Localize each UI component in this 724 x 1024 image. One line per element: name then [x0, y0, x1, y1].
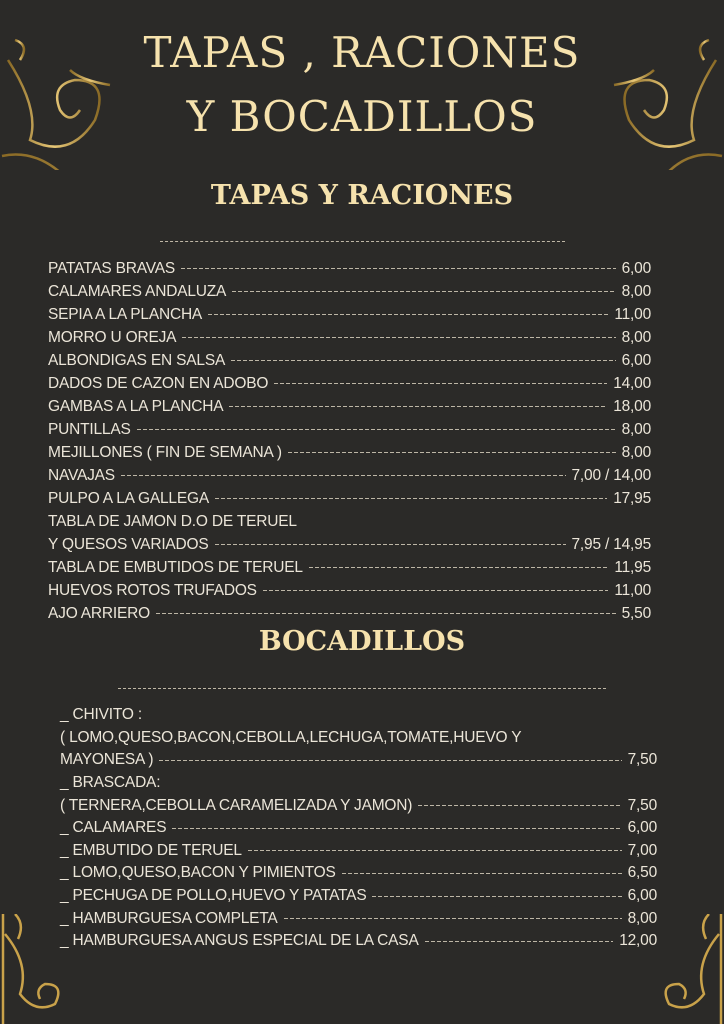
menu-item-price: 6,00: [627, 887, 657, 905]
menu-item-price: 11,00: [614, 305, 651, 323]
dotted-leader: [172, 828, 621, 829]
menu-item: [60, 840, 657, 863]
menu-item-name: ( LOMO,QUESO,BACON,CEBOLLA,LECHUGA,TOMATE,HUEVO Y: [60, 728, 522, 746]
dotted-leader: [263, 590, 609, 591]
menu-item-price: 7,50: [627, 796, 657, 814]
menu-item-name: MAYONESA ): [60, 751, 154, 769]
menu-item: [48, 556, 651, 579]
menu-item-name: PUNTILLAS: [48, 420, 131, 438]
menu-item-name: _ BRASCADA:: [60, 774, 161, 792]
menu-item-name: AJO ARRIERO: [48, 604, 151, 622]
dotted-leader: [215, 498, 607, 499]
menu-item-name: MORRO U OREJA: [48, 328, 177, 346]
menu-item-name: TABLA DE EMBUTIDOS DE TERUEL: [48, 558, 303, 576]
dotted-leader: [232, 291, 615, 292]
dotted-leader: [215, 544, 566, 545]
menu-item-price: 14,00: [613, 374, 651, 392]
dotted-leader: [231, 360, 616, 361]
menu-item: [48, 418, 651, 441]
menu-item: [60, 704, 657, 727]
menu-item: [48, 441, 651, 464]
menu-item: [48, 280, 651, 303]
menu-item: [48, 257, 651, 280]
menu-item-name: ALBONDIGAS EN SALSA: [48, 351, 226, 369]
menu-item-name: _ CHIVITO :: [60, 706, 142, 724]
section-heading-tapas: TAPAS Y RACIONES: [210, 180, 514, 211]
menu-item: [48, 602, 651, 625]
menu-item-name: GAMBAS A LA PLANCHA: [48, 397, 224, 415]
menu-item: [48, 372, 651, 395]
dotted-leader: [425, 941, 614, 942]
menu-item-price: 5,50: [621, 604, 651, 622]
menu-item: [60, 794, 657, 817]
dotted-leader: [156, 613, 616, 614]
menu-item-price: 7,00 / 14,00: [571, 466, 651, 484]
section-divider: [118, 688, 606, 689]
menu-item-name: ( TERNERA,CEBOLLA CARAMELIZADA Y JAMON): [60, 796, 413, 814]
menu-item: [48, 533, 651, 556]
menu-item: [60, 749, 657, 772]
menu-item-name: _ PECHUGA DE POLLO,HUEVO Y PATATAS: [60, 887, 367, 905]
dotted-leader: [284, 918, 622, 919]
menu-item: [48, 303, 651, 326]
dotted-leader: [159, 760, 621, 761]
menu-item-price: 7,50: [627, 751, 657, 769]
dotted-leader: [418, 805, 621, 806]
menu-item-price: 11,95: [614, 558, 651, 576]
menu-item-name: CALAMARES ANDALUZA: [48, 282, 227, 300]
dotted-leader: [137, 429, 616, 430]
section-divider: [160, 241, 565, 242]
dotted-leader: [181, 268, 616, 269]
menu-item-name: _ HAMBURGUESA ANGUS ESPECIAL DE LA CASA: [60, 932, 419, 950]
menu-item: [48, 349, 651, 372]
menu-item-name: DADOS DE CAZON EN ADOBO: [48, 374, 269, 392]
menu-item: [48, 510, 651, 533]
menu-item-name: _ HAMBURGUESA COMPLETA: [60, 909, 278, 927]
menu-item: [48, 579, 651, 602]
dotted-leader: [372, 896, 621, 897]
menu-item-price: 6,00: [621, 259, 651, 277]
tapas-list: [48, 257, 651, 625]
menu-item-name: _ CALAMARES: [60, 819, 167, 837]
menu-item: [48, 487, 651, 510]
menu-item-price: 6,50: [627, 864, 657, 882]
menu-item-price: 12,00: [619, 932, 657, 950]
menu-item: [48, 326, 651, 349]
menu-item-name: PULPO A LA GALLEGA: [48, 489, 209, 507]
menu-item: [60, 885, 657, 908]
menu-item-price: 8,00: [621, 420, 651, 438]
menu-item: [48, 464, 651, 487]
menu-item: [60, 817, 657, 840]
menu-item-price: 8,00: [621, 328, 651, 346]
menu-item-price: 7,00: [627, 841, 657, 859]
dotted-leader: [208, 314, 608, 315]
menu-item-price: 11,00: [614, 581, 651, 599]
menu-item-name: MEJILLONES ( FIN DE SEMANA ): [48, 443, 282, 461]
menu-item-price: 7,95 / 14,95: [571, 535, 651, 553]
menu-item: [60, 907, 657, 930]
menu-item-price: 8,00: [627, 909, 657, 927]
menu-item-name: Y QUESOS VARIADOS: [48, 535, 209, 553]
menu-item-price: 8,00: [621, 443, 651, 461]
menu-item: [48, 395, 651, 418]
dotted-leader: [342, 873, 622, 874]
page-title-line-2: Y BOCADILLOS: [186, 92, 538, 141]
menu-item-price: 8,00: [621, 282, 651, 300]
dotted-leader: [274, 383, 607, 384]
menu-item: [60, 862, 657, 885]
dotted-leader: [121, 475, 566, 476]
menu-item-name: HUEVOS ROTOS TRUFADOS: [48, 581, 257, 599]
menu-item-price: 6,00: [627, 819, 657, 837]
menu-item: [60, 930, 657, 953]
menu-item-name: _ EMBUTIDO DE TERUEL: [60, 841, 242, 859]
bocadillos-list: [60, 704, 657, 953]
dotted-leader: [288, 452, 616, 453]
gold-frame-ornament-top: [0, 0, 724, 170]
menu-item: [60, 772, 657, 795]
menu-item-name: _ LOMO,QUESO,BACON Y PIMIENTOS: [60, 864, 336, 882]
section-heading-bocadillos: BOCADILLOS: [258, 626, 466, 657]
menu-item: [60, 727, 657, 750]
menu-item-price: 18,00: [613, 397, 651, 415]
dotted-leader: [309, 567, 609, 568]
menu-item-price: 6,00: [621, 351, 651, 369]
menu-item-name: PATATAS BRAVAS: [48, 259, 175, 277]
page-title-line-1: TAPAS , RACIONES: [143, 28, 581, 77]
menu-item-name: SEPIA A LA PLANCHA: [48, 305, 203, 323]
menu-item-price: 17,95: [613, 489, 651, 507]
dotted-leader: [248, 850, 622, 851]
dotted-leader: [182, 337, 615, 338]
dotted-leader: [229, 406, 607, 407]
menu-item-name: TABLA DE JAMON D.O DE TERUEL: [48, 512, 297, 530]
menu-item-name: NAVAJAS: [48, 466, 115, 484]
